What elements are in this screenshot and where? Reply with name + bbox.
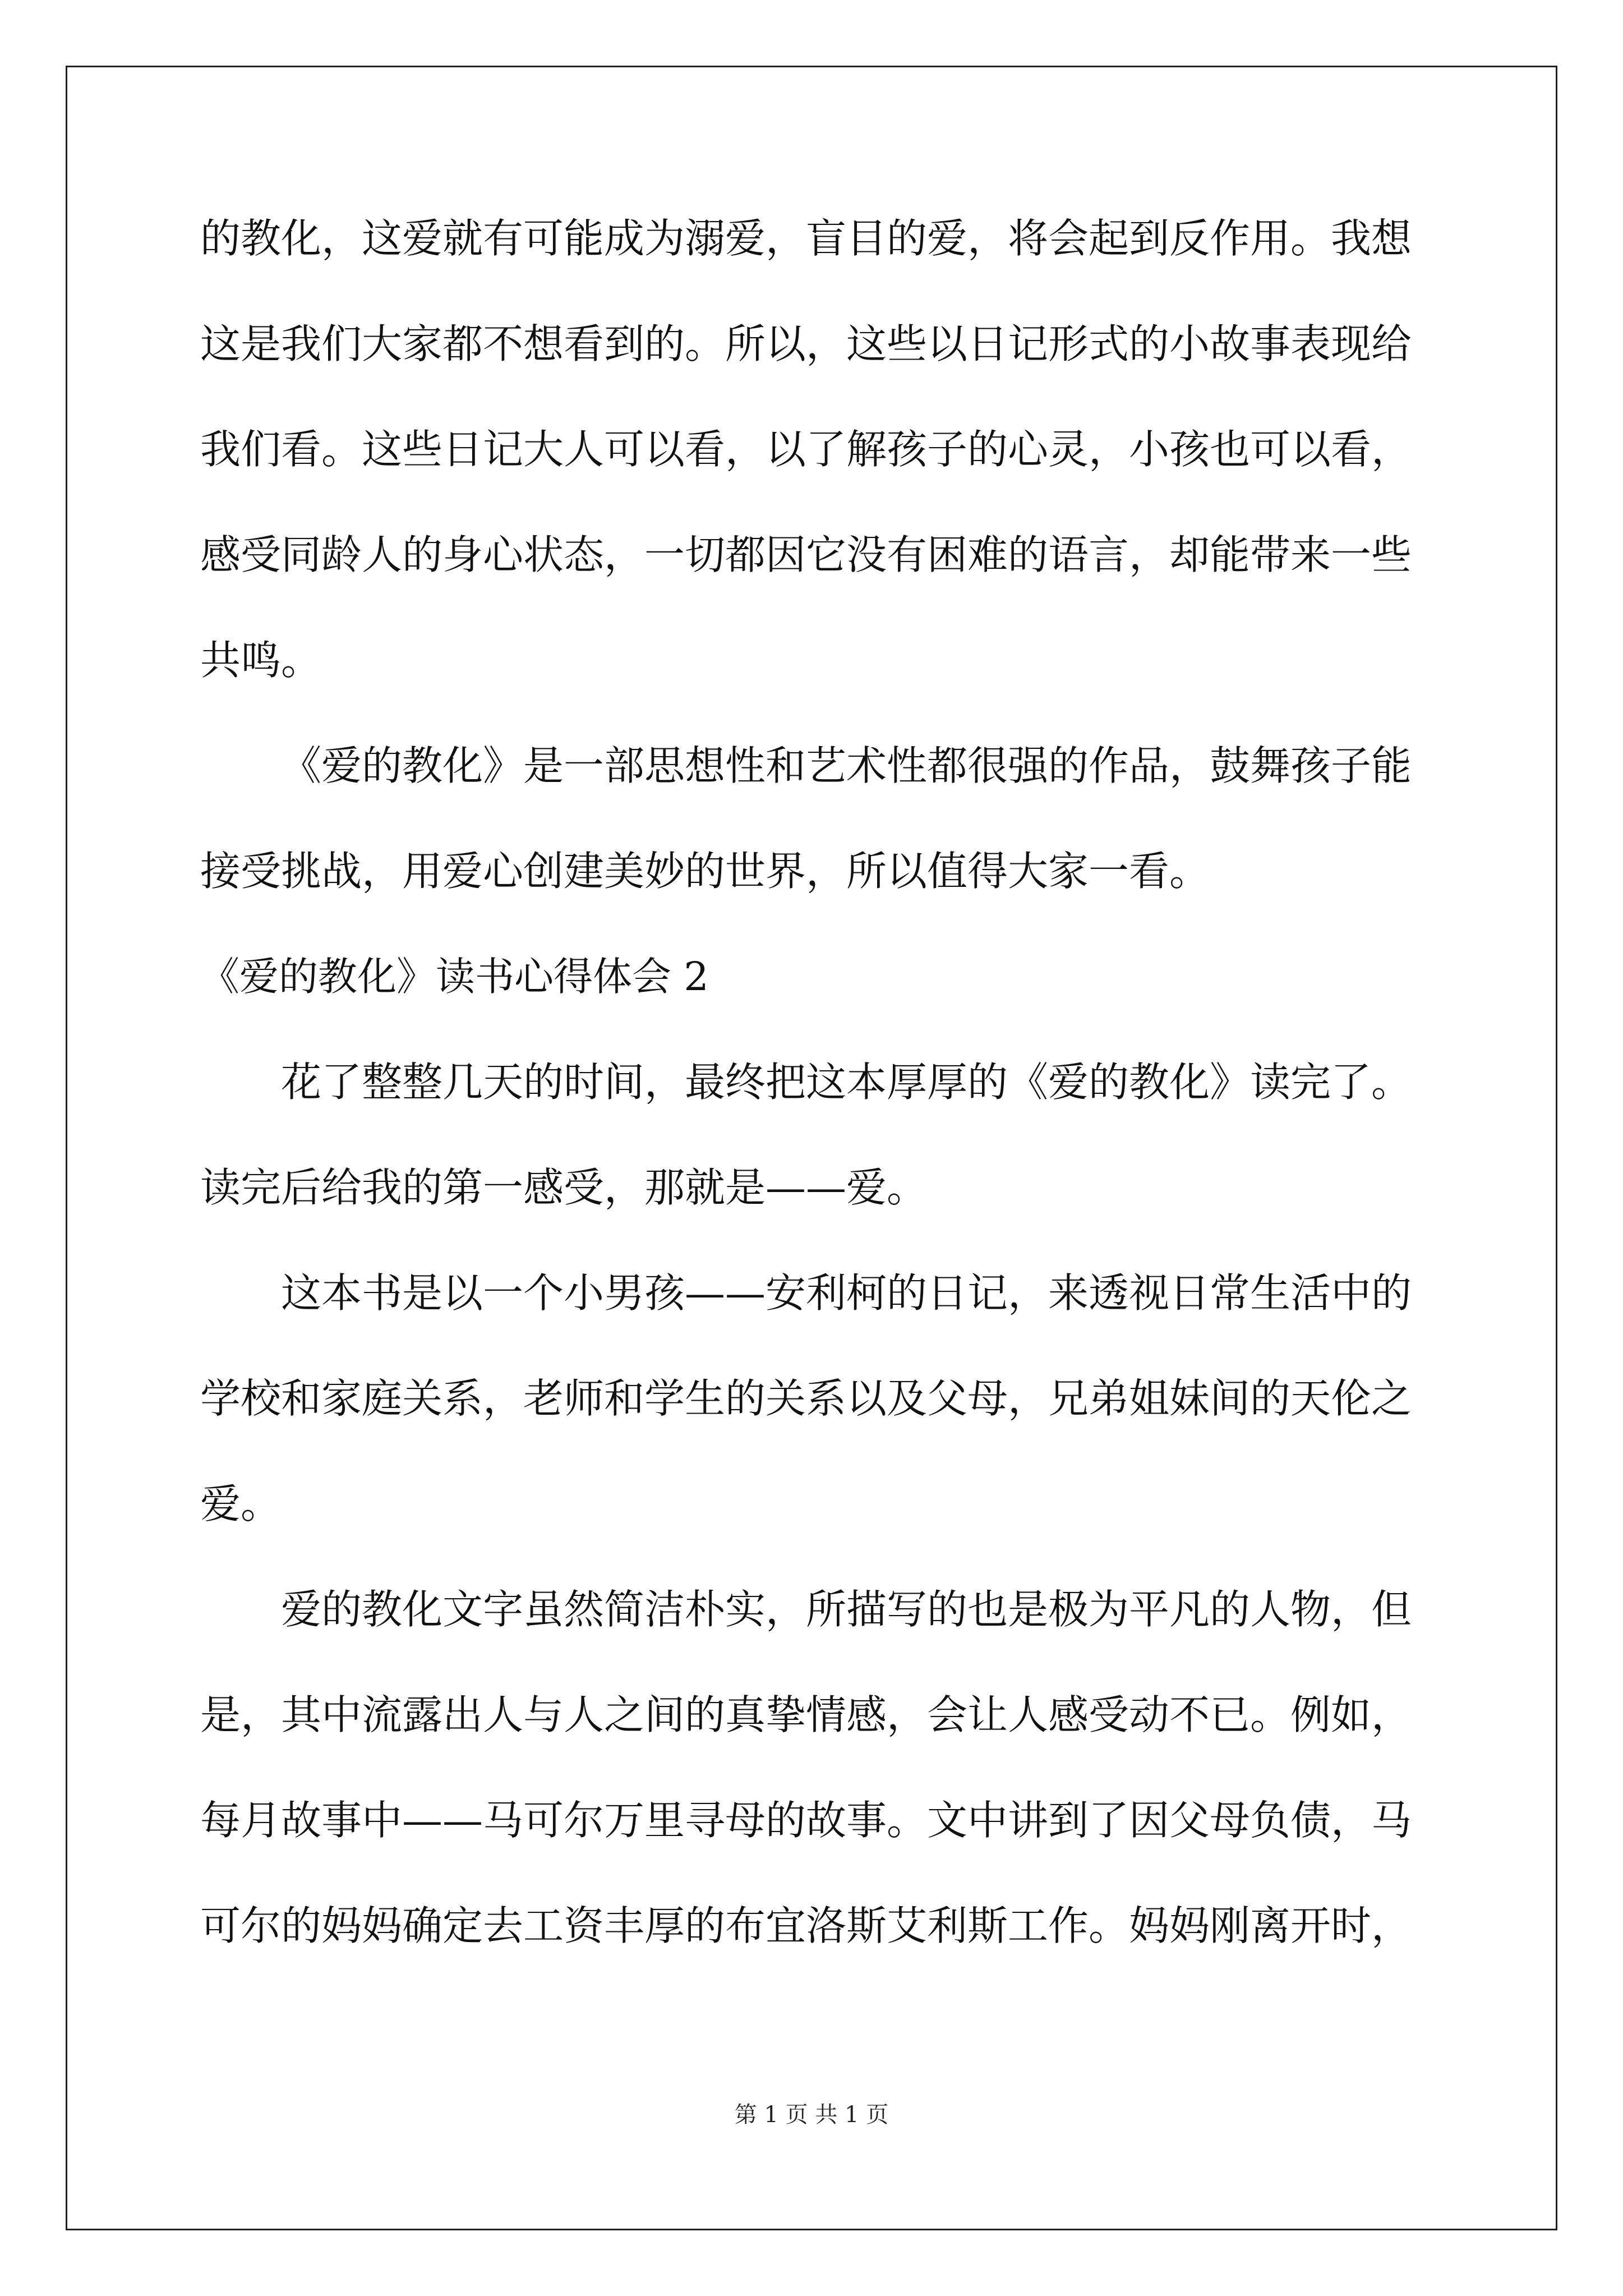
text-line: 感受同龄人的身心状态，一切都因它没有困难的语言，却能带来一些: [200, 531, 1412, 578]
text-line: 花了整整几天的时间，最终把这本厚厚的《爱的教化》读完了。: [281, 1059, 1412, 1106]
section-heading: 《爱的教化》读书心得体会 2: [200, 954, 709, 1000]
text-line: 读完后给我的第一感受，那就是——爱。: [200, 1164, 928, 1211]
text-line: 共鸣。: [200, 637, 322, 684]
text-line: 可尔的妈妈确定去工资丰厚的布宜洛斯艾利斯工作。妈妈刚离开时，: [200, 1902, 1412, 1949]
text-line: 接受挑战，用爱心创建美妙的世界，所以值得大家一看。: [200, 848, 1210, 895]
text-line: 是，其中流露出人与人之间的真挚情感，会让人感受动不已。例如，: [200, 1691, 1412, 1738]
text-line: 《爱的教化》是一部思想性和艺术性都很强的作品，鼓舞孩子能: [281, 742, 1412, 789]
text-line: 学校和家庭关系，老师和学生的关系以及父母，兄弟姐妹间的天伦之: [200, 1375, 1412, 1422]
text-line: 的教化，这爱就有可能成为溺爱，盲目的爱，将会起到反作用。我想: [200, 215, 1412, 262]
text-line: 这是我们大家都不想看到的。所以，这些以日记形式的小故事表现给: [200, 320, 1412, 367]
page-number-footer: 第 1 页 共 1 页: [734, 2102, 889, 2128]
text-line: 我们看。这些日记大人可以看，以了解孩子的心灵，小孩也可以看，: [200, 426, 1412, 473]
text-line: 爱。: [200, 1480, 282, 1527]
text-line: 这本书是以一个小男孩——安利柯的日记，来透视日常生活中的: [281, 1269, 1412, 1317]
text-line: 每月故事中——马可尔万里寻母的故事。文中讲到了因父母负债，马: [200, 1797, 1412, 1844]
text-line: 爱的教化文字虽然简洁朴实，所描写的也是极为平凡的人物，但: [281, 1586, 1412, 1633]
